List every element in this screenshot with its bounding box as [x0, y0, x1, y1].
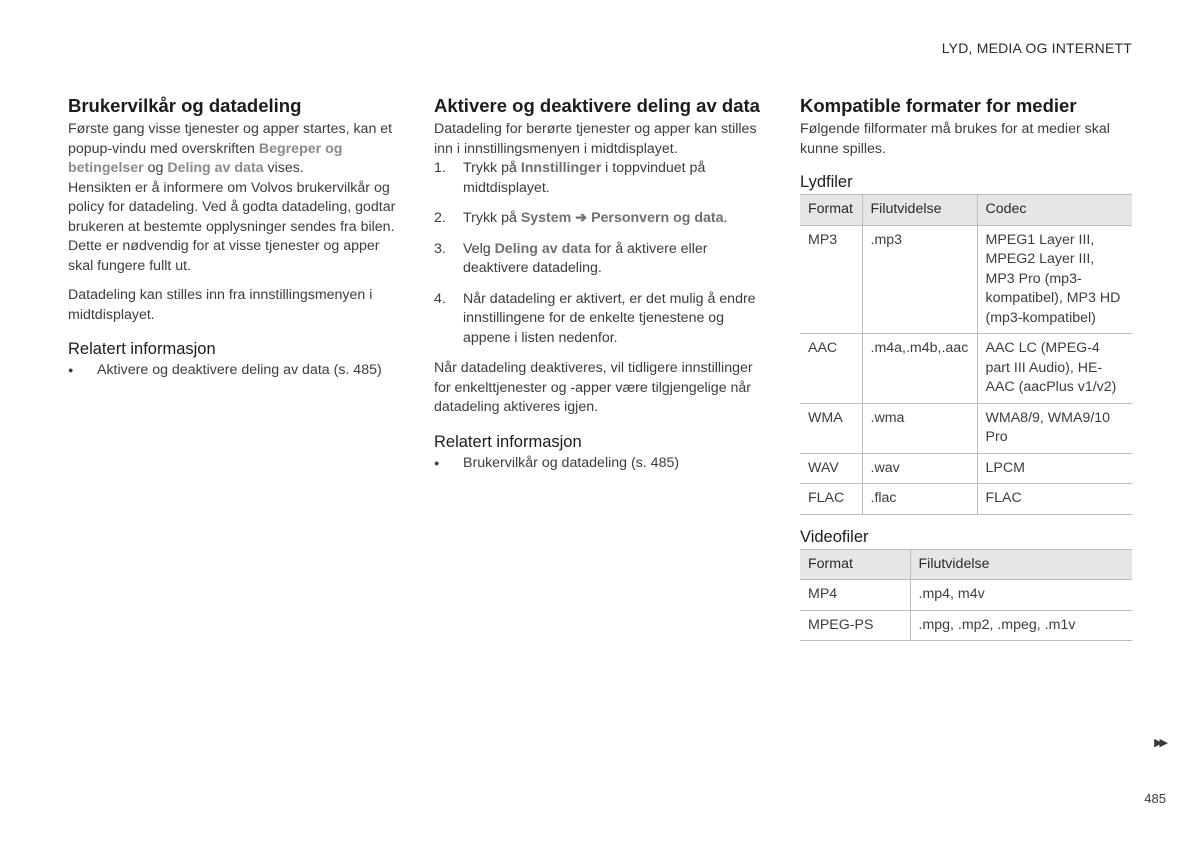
format-cell: MPEG-PS [800, 610, 910, 641]
step-2-privacy: Personvern og data [591, 210, 724, 226]
extension-cell: .mp4, m4v [910, 580, 1132, 611]
step-1-pre: Trykk på [463, 160, 521, 176]
table-row [800, 403, 1132, 453]
toggle-outro: Når datadeling deaktiveres, vil tidligere innstillinger for enkelttjenester og -apper være tilgjengelige når datadeling aktiveres igjen. [434, 360, 753, 415]
format-cell: MP4 [800, 580, 910, 611]
extension-cell: .mp3 [862, 225, 977, 334]
step-2-number: 2. [434, 210, 446, 226]
header-format: Format [800, 195, 862, 226]
audio-files-title: Lydfiler [800, 173, 853, 191]
table-row [800, 453, 1132, 484]
terms-related-list [68, 361, 403, 381]
extension-cell: .wma [862, 403, 977, 453]
format-cell: WAV [800, 453, 862, 484]
step-1-settings: Innstillinger [520, 160, 602, 176]
table-row [800, 580, 1132, 611]
step-4 [434, 290, 764, 349]
extension-cell: .mpg, .mp2, .mpeg, .m1v [910, 610, 1132, 641]
video-formats-table [800, 549, 1132, 642]
header-codec: Codec [977, 195, 1132, 226]
header-extension: Filutvidelse [910, 549, 1132, 580]
section-header: LYD, MEDIA OG INTERNETT [941, 40, 1132, 56]
format-cell: WMA [800, 403, 862, 453]
terms-paragraph-2: Hensikten er å informere om Volvos brukervilkår og policy for datadeling. Ved å godta datadeling, godtar brukeren at bestemte opplysninger sendes fra bilen. Dette er nødvendig for at visse tjenester og apper skal fungere fullt ut. [68, 179, 396, 274]
terms-p1-text-1: Første gang visse tjenester og apper startes, kan et popup-vindu med overskriften [68, 121, 393, 157]
header-extension: Filutvidelse [862, 195, 977, 226]
step-1 [434, 159, 764, 198]
step-1-number: 1. [434, 160, 446, 176]
toggle-intro: Datadeling for berørte tjenester og apper kan stilles inn i innstillingsmenyen i midtdisplayet. [434, 121, 757, 157]
step-3 [434, 240, 764, 279]
codec-cell: WMA8/9, WMA9/10 Pro [977, 403, 1132, 453]
terms-link-data-sharing[interactable]: Deling av data [167, 160, 264, 176]
table-row [800, 484, 1132, 515]
page-number: 485 [1144, 791, 1166, 806]
table-row [800, 334, 1132, 404]
terms-link-concepts[interactable]: Begreper og betingelser [68, 140, 343, 176]
formats-intro: Følgende filformater må brukes for at medier skal kunne spilles. [800, 121, 1110, 157]
step-3-post: for å aktivere eller deaktivere datadeling. [463, 240, 708, 276]
step-3-number: 3. [434, 240, 446, 257]
step-4-text: Når datadeling er aktivert, er det mulig å endre innstillingene for de enkelte tjenestene og appene i listen nedenfor. [463, 290, 756, 346]
toggle-related-title: Relatert informasjon [434, 432, 582, 451]
toggle-related-list [434, 454, 764, 474]
format-cell: AAC [800, 334, 862, 404]
toggle-related-item[interactable]: ● Brukervilkår og datadeling (s. 485) [434, 454, 764, 474]
extension-cell: .wav [862, 453, 977, 484]
next-page-icon[interactable]: ▶▶ [1154, 737, 1165, 749]
codec-cell: LPCM [977, 453, 1132, 484]
codec-cell: AAC LC (MPEG-4 part III Audio), HE-AAC (aacPlus v1/v2) [977, 334, 1132, 404]
format-cell: FLAC [800, 484, 862, 515]
terms-title: Brukervilkår og datadeling [68, 95, 302, 116]
formats-title: Kompatible formater for medier [800, 95, 1077, 116]
audio-formats-table [800, 194, 1132, 515]
codec-cell: FLAC [977, 484, 1132, 515]
step-1-post: i toppvinduet på midtdisplayet. [463, 160, 706, 196]
format-cell: MP3 [800, 225, 862, 334]
terms-paragraph-1 [68, 120, 403, 179]
terms-related-item[interactable]: ● Aktivere og deaktivere deling av data (s. 485) [68, 361, 403, 381]
terms-paragraph-3: Datadeling kan stilles inn fra innstillingsmenyen i midtdisplayet. [68, 287, 373, 323]
toggle-steps [434, 159, 764, 348]
table-header-row [800, 549, 1132, 580]
toggle-title: Aktivere og deaktivere deling av data [434, 95, 760, 116]
step-4-number: 4. [434, 290, 446, 307]
step-3-pre: Velg [463, 240, 495, 257]
arrow-right-icon: ➔ [571, 210, 592, 226]
extension-cell: .m4a,.m4b,.aac [862, 334, 977, 404]
step-2-system: System [520, 210, 572, 226]
column-terms [68, 95, 403, 381]
extension-cell: .flac [862, 484, 977, 515]
step-2-post: . [723, 210, 728, 226]
terms-p1-text-2: og [143, 160, 168, 176]
terms-p1-text-3: vises. [263, 160, 304, 176]
step-2-pre: Trykk på [463, 210, 521, 226]
codec-cell: MPEG1 Layer III, MPEG2 Layer III, MP3 Pro (mp3-kompatibel), MP3 HD (mp3-kompatibel) [977, 225, 1132, 334]
step-2 [434, 209, 764, 229]
table-row [800, 610, 1132, 641]
column-toggle-sharing [434, 95, 764, 473]
table-row [800, 225, 1132, 334]
terms-related-title: Relatert informasjon [68, 340, 216, 358]
video-files-title: Videofiler [800, 527, 869, 546]
step-3-data-sharing: Deling av data [494, 240, 591, 257]
header-format: Format [800, 549, 910, 580]
table-header-row [800, 195, 1132, 226]
column-media-formats [800, 95, 1132, 641]
